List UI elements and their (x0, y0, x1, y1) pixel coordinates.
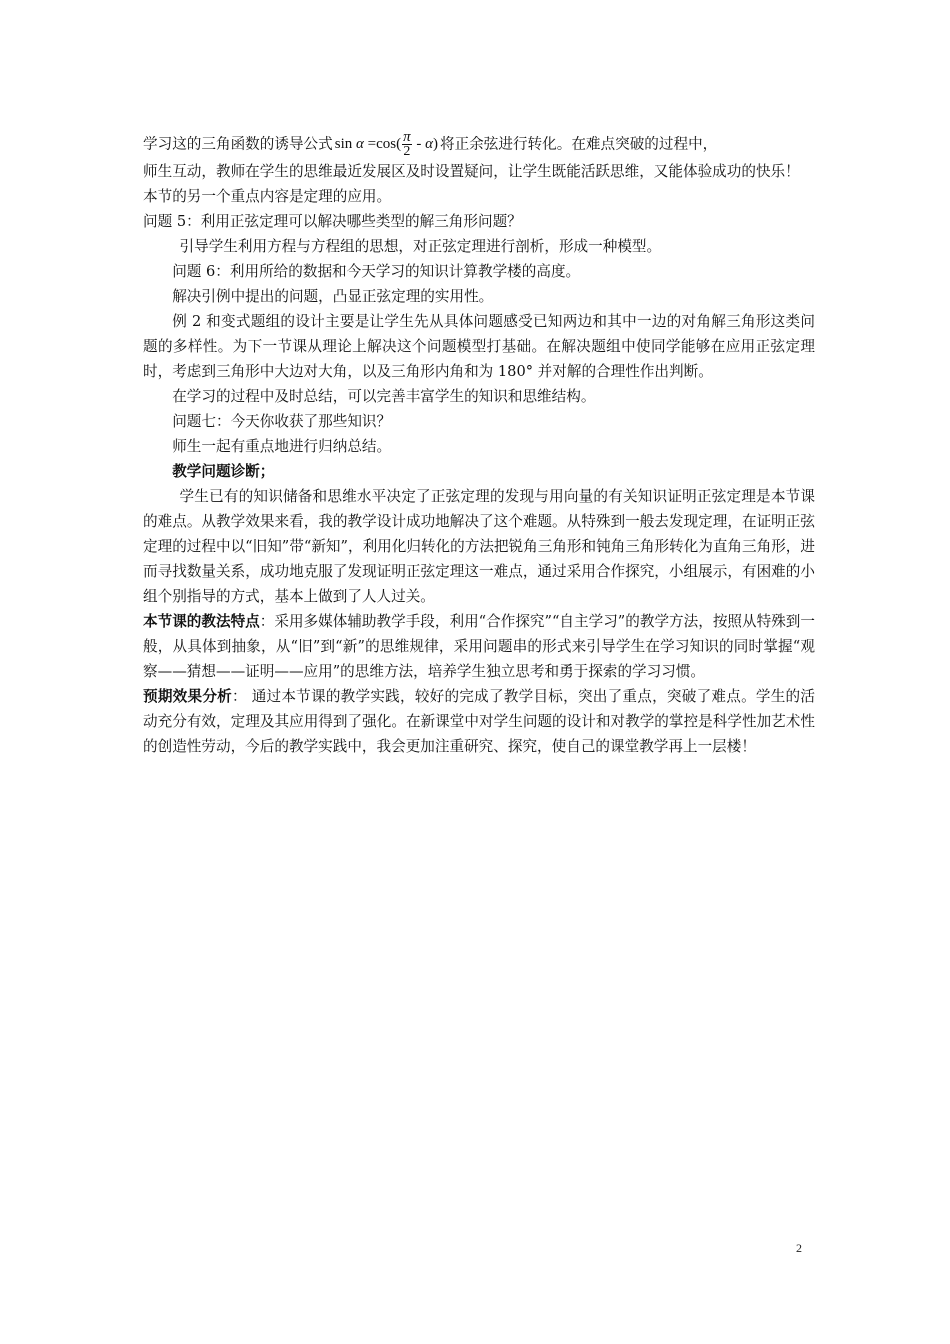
document-body (143, 130, 815, 759)
paragraph-question-6: 问题 6：利用所给的数据和今天学习的知识计算教学楼的高度。 (172, 263, 581, 280)
paragraph-review: 师生一起有重点地进行归纳总结。 (172, 438, 392, 455)
paragraph-guide-equations: 引导学生利用方程与方程组的思想，对正弦定理进行剖析，形成一种模型。 (179, 238, 662, 255)
paragraph-formula-intro (143, 130, 815, 159)
heading-teaching-diagnosis: 教学问题诊断； (172, 463, 275, 480)
paragraph-key-point: 本节的另一个重点内容是定理的应用。 (143, 188, 392, 205)
text-before-formula: 学习这的三角函数的诱导公式 (143, 135, 333, 153)
paragraph-solve-example: 解决引例中提出的问题，凸显正弦定理的实用性。 (172, 288, 494, 305)
pi-over-two-fraction: $\frac{\pi}{2}$ (403, 129, 411, 159)
page-number: 2 (796, 1241, 802, 1255)
heading-teaching-method: 本节课的教法特点 (143, 613, 260, 630)
paragraph-question-7: 问题七：今天你收获了那些知识？ (172, 413, 392, 430)
paragraph-question-5: 问题 5：利用正弦定理可以解决哪些类型的解三角形问题？ (143, 213, 522, 230)
text-after-formula: 将正余弦进行转化。在难点突破的过程中， (439, 135, 718, 153)
paragraph-teaching-method: 本节课的教法特点：采用多媒体辅助教学手段，利用“合作探究”“自主学习”的教学方法，按照从特殊到一般，从具体到抽象，从“旧”到“新”的思维规律，采用问题串的形式来引导学生在学习知识的同时掌握“观察——猜想——证明——应用”的思维方法，培养学生独立思考和勇于探索的学习习惯。 (143, 613, 815, 680)
induction-formula: sin α =cos( $\frac{\pi}{2}$ - α) (334, 129, 438, 159)
heading-expected-effect: 预期效果分析 (143, 688, 232, 705)
paragraph-diagnosis: 学生已有的知识储备和思维水平决定了正弦定理的发现与用向量的有关知识证明正弦定理是本节课的难点。从教学效果来看，我的教学设计成功地解决了这个难题。从特殊到一般去发现定理，在证明正弦定理的过程中以“旧知”带“新知”，利用化归转化的方法把锐角三角形和钝角三角形转化为直角三角形，进而寻找数量关系，成功地克服了发现证明正弦定理这一难点，通过采用合作探究，小组展示，有困难的小组个别指导的方式，基本上做到了人人过关。 (143, 488, 815, 605)
paragraph-example-2: 例 2 和变式题组的设计主要是让学生先从具体问题感受已知两边和其中一边的对角解三角形这类问题的多样性。为下一节课从理论上解决这个问题模型打基础。在解决题组中使同学能够在应用正弦定理时，考虑到三角形中大边对大角，以及三角形内角和为 180° 并对解的合理性作出判断。 (143, 313, 815, 380)
paragraph-expected-effect: 预期效果分析： 通过本节课的教学实践，较好的完成了教学目标，突出了重点，突破了难点。学生的活动充分有效，定理及其应用得到了强化。在新课堂中对学生问题的设计和对教学的掌控是科学性加艺术性的创造性劳动，今后的教学实践中，我会更加注重研究、探究，使自己的课堂教学再上一层楼！ (143, 688, 815, 755)
paragraph-interaction: 师生互动，教师在学生的思维最近发展区及时设置疑问，让学生既能活跃思维，又能体验成功的快乐！ (143, 163, 800, 180)
paragraph-summary: 在学习的过程中及时总结，可以完善丰富学生的知识和思维结构。 (172, 388, 596, 405)
